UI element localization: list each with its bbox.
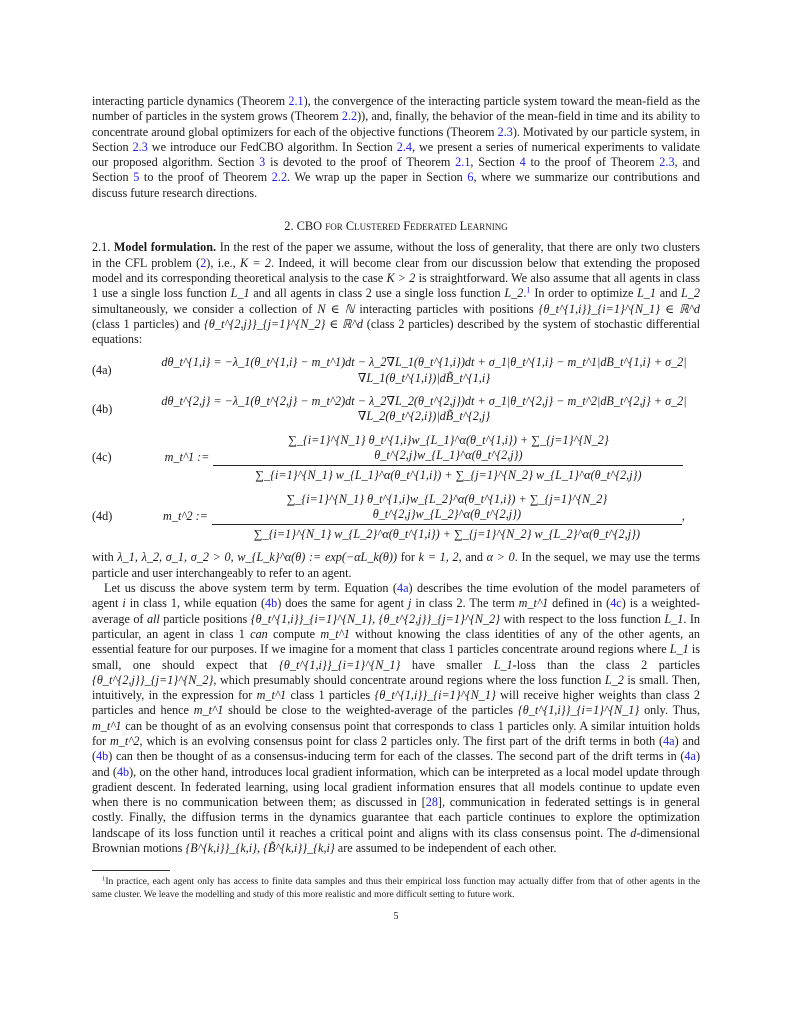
inline-math: L_2 (681, 286, 700, 301)
cross-reference-link[interactable]: 6 (467, 170, 474, 185)
cross-reference-link[interactable]: 4 (519, 155, 526, 170)
inline-math: L_2 (504, 286, 524, 301)
text-run: . In particular, an agent in class 1 (92, 611, 700, 641)
cross-reference-link[interactable]: 4b (265, 596, 278, 611)
equation-body (148, 433, 700, 484)
text-run: and all agents in class 2 use a single loss function (249, 286, 505, 301)
text-run: can be thought of as an evolving consensus point that corresponds to class 1 particles only. A similar intuition holds for (92, 718, 700, 748)
equation-body: dθ_t^{1,i} = −λ_1(θ_t^{1,i} − m_t^1)dt − λ_2∇L_1(θ_t^{1,i})dt + σ_1|θ_t^{1,i} − m_t^1|dB_t^{1,i} + σ_2|∇L_1(θ_t^{1,i})|dB̃_t^{1,i} (161, 355, 687, 385)
section-number: 2. (284, 219, 294, 234)
inline-math: {θ_t^{1,i}}_{i=1}^{N_1} ∈ ℝ^d (538, 301, 700, 316)
inline-math: L_2 (604, 672, 624, 687)
equation-4a (92, 355, 700, 386)
text-run: -loss than the class 2 particles (512, 657, 700, 672)
text-run: , where we summarize our contributions and discuss future research directions. (92, 170, 700, 200)
text-run: -dimensional Brownian motions (92, 825, 700, 856)
intro-paragraph (92, 94, 700, 201)
text-run: , and (458, 550, 487, 565)
text-run: . (523, 286, 527, 301)
inline-math: m_t^1 (92, 718, 122, 733)
text-run: we introduce our FedCBO algorithm. In Section (147, 139, 397, 154)
text-run: In order to optimize (530, 286, 638, 301)
equation-label: (4b) (92, 401, 113, 416)
section-heading (92, 219, 700, 234)
text-run: . We wrap up the paper in Section (287, 170, 468, 185)
inline-math: m_t^1 (193, 703, 224, 718)
inline-math: α > 0 (486, 550, 515, 565)
cross-reference-link[interactable]: 4a (396, 581, 409, 596)
text-run: to the proof of Theorem (139, 170, 272, 185)
text-run: . In the sequel, we may use the terms particle and user interchangeably to refer to an agent. (92, 550, 701, 580)
cross-reference-link[interactable]: 4b (116, 764, 130, 779)
cross-reference-link[interactable]: 2.3 (132, 139, 148, 154)
fraction (213, 433, 683, 484)
inline-math: {B^{k,i}}_{k,i}, {B̃^{k,i}}_{k,i} (185, 841, 335, 856)
text-run: particle positions (159, 611, 251, 626)
inline-math: L_1 (664, 611, 684, 626)
discussion-paragraph (92, 581, 700, 856)
text-run: is small. Then, intuitively, in the expression for (92, 672, 700, 703)
text-run: Let us discuss the above system term by term. Equation ( (104, 581, 397, 596)
cross-reference-link[interactable]: 2.2 (271, 170, 288, 185)
text-run: to the proof of Theorem (525, 155, 660, 170)
equation-4b (92, 394, 700, 425)
inline-math: {θ_t^{1,i}}_{i=1}^{N_1}, {θ_t^{2,j}}_{j=1}^{N_2} (250, 611, 501, 626)
cross-reference-link[interactable]: 4c (610, 596, 622, 611)
text-run: ), on the other hand, introduces local gradient information, which can be interpreted as a local model update through gradient descent. In federated learning, using local gradient information ensures that all models continue to update even when there is no communication between them; as discussed in [ (92, 764, 701, 810)
cross-reference-link[interactable]: 2.1 (288, 94, 304, 108)
text-run: ), i.e., (206, 255, 240, 270)
inline-math: {θ_t^{2,j}}_{j=1}^{N_2} ∈ ℝ^d (204, 316, 363, 331)
text-run: in class 2. The term (411, 596, 519, 611)
cross-reference-link[interactable]: 4b (96, 749, 109, 764)
inline-math: L_1 (230, 286, 250, 301)
cross-reference-link[interactable]: 2 (200, 255, 207, 270)
text-run: , Section (470, 155, 520, 170)
text-run: ). Motivated by our particle system, in Section (92, 124, 700, 154)
footnote-link[interactable]: 1 (526, 284, 531, 295)
equation-lhs: m_t^1 := (164, 450, 210, 465)
run-in-heading: Model formulation. (113, 240, 217, 255)
inline-math: {θ_t^{1,i}}_{i=1}^{N_1} (279, 657, 401, 672)
inline-math: {θ_t^{2,j}}_{j=1}^{N_2} (92, 672, 214, 687)
text-run: ) and ( (92, 733, 701, 764)
denominator: ∑_{i=1}^{N_1} w_{L_1}^α(θ_t^{1,i}) + ∑_{j=1}^{N_2} w_{L_1}^α(θ_t^{2,j}) (255, 468, 642, 483)
equation-4c (92, 433, 700, 484)
equation-body: dθ_t^{2,j} = −λ_1(θ_t^{2,j} − m_t^2)dt − λ_2∇L_2(θ_t^{2,j})dt + σ_1|θ_t^{2,j} − m_t^2|dB_t^{2,j} + σ_2|∇L_2(θ_t^{2,i})|dB̃_t^{2,j} (161, 394, 687, 424)
text-run: for (397, 550, 419, 565)
inline-math: λ_1, λ_2, σ_1, σ_2 > 0, w_{L_k}^α(θ) := exp(−αL_k(θ)) (117, 550, 397, 565)
inline-math: L_1 (637, 286, 657, 301)
text-run: . Indeed, it will become clear from our discussion below that extending the proposed model and its corresponding theoretical analysis to the case (92, 255, 701, 285)
text-run: ) and ( (92, 749, 700, 779)
text-run: 2.1. (92, 240, 114, 255)
equation-label: (4a) (92, 363, 112, 378)
text-run: ) is a weighted-average of (92, 596, 700, 626)
text-run: ], communication in federated settings is in general costly. Finally, the diffusion terms in the dynamics guarantee that each particle continues to explore the optimization landscape of its loss function until it reaches a critical point and aligns with its class consensus point. The (92, 795, 700, 840)
inline-math: d (630, 825, 637, 840)
inline-math: i (122, 596, 126, 611)
numerator: ∑_{i=1}^{N_1} θ_t^{1,i}w_{L_2}^α(θ_t^{1,i}) + ∑_{j=1}^{N_2} θ_t^{2,j}w_{L_2}^α(θ_t^{2,j}) (212, 492, 682, 526)
cross-reference-link[interactable]: 2.3 (659, 155, 675, 170)
text-run: simultaneously, we consider a collection of (92, 301, 318, 316)
inline-math: L_1 (493, 657, 513, 672)
text-run: ), the convergence of the interacting particle system toward the mean-field as the number of particles in the system grows (Theorem (92, 94, 700, 124)
fraction (212, 492, 682, 543)
inline-math: m_t^1 (320, 626, 350, 641)
text-run: , which is an evolving consensus point for class 2 particles only. The first part of the drift terms in both ( (139, 733, 664, 748)
footnote-mark: 1 (102, 875, 106, 883)
text-run: is devoted to the proof of Theorem (265, 155, 456, 170)
numerator: ∑_{i=1}^{N_1} θ_t^{1,i}w_{L_1}^α(θ_t^{1,i}) + ∑_{j=1}^{N_2} θ_t^{2,j}w_{L_1}^α(θ_t^{2,j}) (213, 433, 683, 467)
text-run: without knowing the class identities of any of the other agents, an essential feature for our purposes. If we imagine for a moment that class 1 particles concentrate around regions where (92, 626, 700, 657)
text-run: , we present a series of numerical experiments to validate our proposed algorithm. Section (92, 139, 701, 170)
text-run: is small, one should expect that (92, 642, 700, 672)
cross-reference-link[interactable]: 28 (425, 795, 438, 810)
text-run: compute (267, 626, 321, 641)
inline-math: m_t^2 (109, 733, 140, 748)
equation-body (148, 492, 700, 543)
cross-reference-link[interactable]: 2.1 (455, 155, 471, 170)
emphasis: can (250, 626, 268, 641)
equation-label: (4d) (92, 509, 113, 524)
text-run: interacting particle dynamics (Theorem (92, 94, 289, 108)
text-run: and (656, 286, 682, 301)
text-run: only. Thus, (639, 703, 701, 718)
inline-math: {θ_t^{1,i}}_{i=1}^{N_1} (517, 703, 640, 718)
text-run: class 1 particles (286, 688, 375, 703)
equation-tail: , (681, 508, 685, 523)
text-run: are assumed to be independent of each other. (334, 841, 557, 856)
cross-reference-link[interactable]: 2.2 (341, 109, 358, 124)
text-run: with respect to the loss function (500, 611, 665, 626)
text-run: )), and, finally, the behavior of the mean-field in time and its ability to concentrate around global optimizers for each of the objective functions (Theorem (92, 109, 700, 139)
text-run: In the rest of the paper we assume, without the loss of generality, that there are only two clusters in the CFL problem ( (92, 240, 701, 270)
cross-reference-link[interactable]: 4a (684, 749, 696, 764)
cross-reference-link[interactable]: 3 (259, 155, 266, 170)
text-run: ) does the same for agent (277, 596, 409, 611)
text-run: (class 2 particles) described by the system of stochastic differential equations: (92, 316, 700, 347)
equation-label: (4c) (92, 450, 112, 465)
denominator: ∑_{i=1}^{N_1} w_{L_2}^α(θ_t^{1,i}) + ∑_{j=1}^{N_2} w_{L_2}^α(θ_t^{2,j}) (253, 527, 641, 542)
footnote-rule (92, 870, 170, 871)
parameters-paragraph (92, 550, 700, 581)
text-run: (class 1 particles) and (92, 316, 205, 331)
inline-math: k = 1, 2 (418, 550, 459, 565)
text-run: will receive higher weights than class 2 particles and hence (92, 688, 700, 718)
equation-4d (92, 492, 700, 543)
text-run: should be close to the weighted-average of the particles (223, 703, 518, 718)
page-number: 5 (393, 910, 399, 922)
text-run: have smaller (400, 657, 494, 672)
cross-reference-link[interactable]: 2.4 (396, 139, 412, 154)
text-run: defined in ( (548, 596, 611, 611)
inline-math: m_t^1 (518, 596, 549, 611)
footnote (92, 876, 700, 901)
inline-math: L_1 (669, 642, 689, 657)
text-run: in class 1, while equation ( (125, 596, 266, 611)
inline-math: K = 2 (239, 255, 272, 270)
footnote-text: In practice, each agent only has access to finite data samples and thus their empirical loss function may actually differ from that of other agents in the same cluster. We leave the modelling and study of this more realistic and more difficult setting to future work. (92, 876, 700, 900)
model-formulation-paragraph (92, 240, 700, 347)
text-run: with (92, 550, 118, 565)
cross-reference-link[interactable]: 5 (133, 170, 140, 185)
text-run: ) describes the time evolution of the model parameters of agent (92, 581, 700, 611)
inline-math: {θ_t^{1,i}}_{i=1}^{N_1} (374, 688, 496, 703)
emphasis: all (146, 611, 160, 626)
inline-math: m_t^1 (256, 688, 287, 703)
text-run: , which presumably should concentrate around regions where the loss function (213, 672, 605, 687)
cross-reference-link[interactable]: 4a (663, 733, 675, 748)
equation-lhs: m_t^2 := (163, 509, 208, 524)
page (92, 0, 700, 944)
inline-math: K > 2 (386, 270, 416, 285)
text-run: , and Section (92, 155, 700, 185)
text-run: interacting particles with positions (354, 301, 539, 316)
inline-math: N ∈ ℕ (317, 301, 355, 316)
text-run: ) can then be thought of as a consensus-inducing term for each of the classes. The second part of the drift terms in ( (108, 749, 685, 764)
section-title: CBO for Clustered Federated Learning (296, 219, 508, 234)
cross-reference-link[interactable]: 2.3 (497, 124, 513, 139)
inline-math: j (408, 596, 412, 611)
text-run: is straightforward. We also assume that all agents in class 1 use a single loss function (92, 270, 700, 301)
